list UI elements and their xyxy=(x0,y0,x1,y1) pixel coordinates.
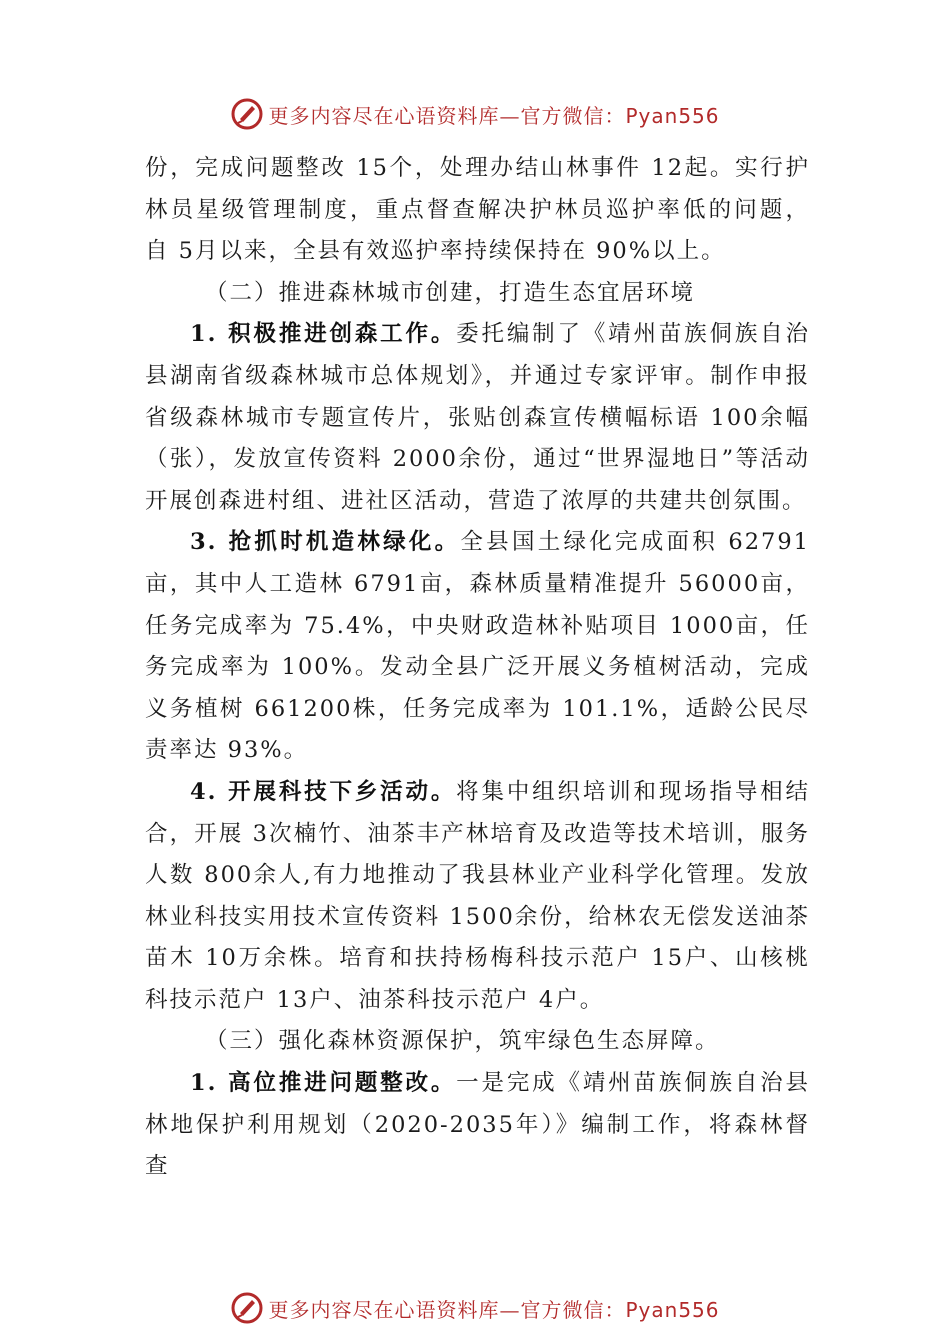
paragraph-item-4 xyxy=(145,772,810,1022)
item-title: 4. 开展科技下乡活动。 xyxy=(190,778,457,805)
document-body xyxy=(145,148,810,1188)
item-body: 一是完成《靖州苗族侗族自治县林地保护利用规划（2020-2035年）》编制工作，将森林督查 xyxy=(145,1070,810,1180)
paragraph-item-1b xyxy=(145,1063,810,1188)
footer-banner xyxy=(0,1288,950,1328)
paragraph-continued: 份，完成问题整改 15个，处理办结山林事件 12起。实行护林员星级管理制度，重点督查解决护林员巡护率低的问题， 自 5月以来，全县有效巡护率持续保持在 90%以上。 xyxy=(145,155,810,265)
brand-logo-icon xyxy=(230,97,264,131)
brand-logo-icon xyxy=(230,1291,264,1325)
item-body: 全县国土绿化完成面积 62791亩，其中人工造林 6791亩，森林质量精准提升 56000亩，任务完成率为 75.4%，中央财政造林补贴项目 1000亩，任务完成率为 100%。发动全县广泛开展义务植树活动，完成义务植树 661200株，任务完成率为 101.1%，适龄公民尽责率达 93%。 xyxy=(145,529,810,764)
item-body: 委托编制了《靖州苗族侗族自治县湖南省级森林城市总体规划》，并通过专家评审。制作申报省级森林城市专题宣传片，张贴创森宣传横幅标语 100余幅（张），发放宣传资料 2000余份，通过“世界湿地日”等活动开展创森进村组、进社区活动，营造了浓厚的共建共创氛围。 xyxy=(145,321,810,514)
section-heading-3: （三）强化森林资源保护，筑牢绿色生态屏障。 xyxy=(205,1028,720,1055)
item-title: 1. 高位推进问题整改。 xyxy=(190,1070,457,1097)
paragraph-item-3 xyxy=(145,522,810,772)
item-body: 将集中组织培训和现场指导相结合，开展 3次楠竹、油茶丰产林培育及改造等技术培训，服务人数 800余人,有力地推动了我县林业产业科学化管理。发放林业科技实用技术宣传资料 1500余份，给林农无偿发送油茶苗木 10万余株。培育和扶持杨梅科技示范户 15户、山核桃科技示范户 13户、油茶科技示范户 4户。 xyxy=(145,778,810,1013)
section-heading-2: （二）推进森林城市创建，打造生态宜居环境 xyxy=(205,279,696,306)
item-title: 1. 积极推进创森工作。 xyxy=(190,321,457,348)
banner-text: 更多内容尽在心语资料库—官方微信：Pyan556 xyxy=(268,103,720,128)
banner-text: 更多内容尽在心语资料库—官方微信：Pyan556 xyxy=(268,1297,720,1322)
item-title: 3. 抢抓时机造林绿化。 xyxy=(190,529,461,556)
header-banner xyxy=(0,94,950,134)
paragraph-item-1 xyxy=(145,314,810,522)
